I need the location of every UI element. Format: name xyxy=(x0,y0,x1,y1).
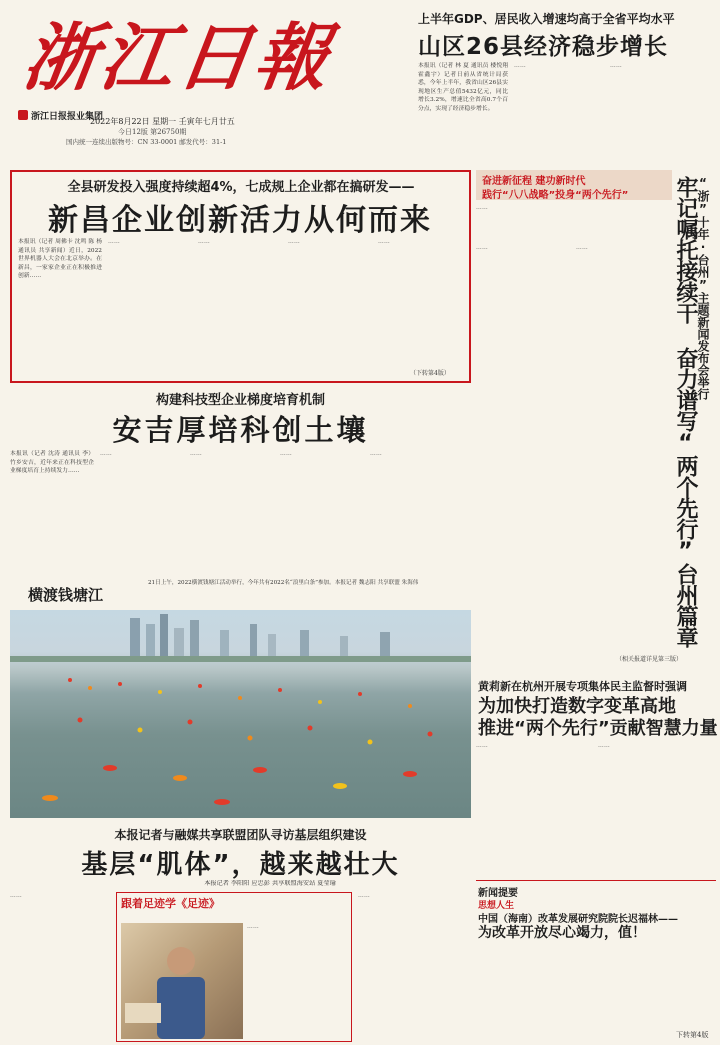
page-jump[interactable]: 下转第4版 xyxy=(676,1031,709,1039)
side-col2: …… xyxy=(576,245,588,251)
mid-col1: 本报讯（记者 沈涛 通讯员 李）竹乡安吉，近年来正在科技型企业梯度培育上持续发力…… xyxy=(10,451,94,475)
right2-headline2: 推进“两个先行”贡献智慧力量 xyxy=(478,718,718,739)
follow-footsteps-text: …… xyxy=(247,924,259,930)
right2-headline1: 为加快打造数字变革高地 xyxy=(478,696,676,717)
lead-headline: 新昌企业创新活力从何而来 xyxy=(48,203,432,238)
right2-subheadline: 黄莉新在杭州开展专项集体民主监督时强调 xyxy=(478,680,687,693)
side-kicker2: 践行“八八战略”投身“两个先行” xyxy=(482,190,629,201)
bottom-col3: …… xyxy=(358,893,370,899)
top-right-body: 本报讯（记者 林 夏 通讯员 楼悦翔 霍鑫宇）记者日前从省统计局获悉，今年上半年，我省山区26县实现地区生产总值5432亿元，同比增长3.2%，增速比全省高0.7个百分点，实现了经济稳步增长。 xyxy=(418,63,508,112)
photo-description: 21日上午，2022横渡钱塘江活动举行，今年共有2022名“浪里白条”参加。本报记者 魏志阳 共享联盟 朱海伟 xyxy=(148,580,419,586)
masthead-title: 浙江日報 xyxy=(17,15,339,101)
top-right-headline: 山区26县经济稳步增长 xyxy=(418,34,669,60)
follow-footsteps-title: 跟着足迹学《足迹》 xyxy=(121,897,220,910)
mid-col2: …… xyxy=(100,451,112,457)
commentary-divider xyxy=(476,880,716,881)
side-vert-sub: “浙”十年·台州”主题新闻发布会举行 xyxy=(696,176,710,400)
right-article-2 xyxy=(476,676,716,876)
farmer-photo xyxy=(121,923,243,1039)
commentary-label: 思想人生 xyxy=(478,901,515,911)
photo-title: 横渡钱塘江 xyxy=(28,586,104,604)
side-col1: …… xyxy=(476,245,488,251)
mid-headline: 安吉厚培科创土壤 xyxy=(112,413,369,447)
mid-col5: …… xyxy=(370,451,382,457)
river-photo xyxy=(10,610,471,818)
lead-continued: （下转第4版） xyxy=(410,370,450,377)
edition-info: 今日12版 第26750期 xyxy=(118,128,187,136)
lead-col4: …… xyxy=(288,239,300,245)
commentary-section: 新闻提要 xyxy=(478,888,518,899)
right2-col1: …… xyxy=(476,743,488,749)
bottom-col1: …… xyxy=(10,893,22,899)
right2-col2: …… xyxy=(598,743,610,749)
bottom-byline: 本报记者 李阳阳 应忠彭 共享联盟海安站 夏莹瑜 xyxy=(204,880,336,887)
bottom-headline: 基层“肌体”，越来越壮大 xyxy=(81,850,400,880)
group-name: 浙江日报报业集团 xyxy=(31,112,104,122)
photo-caption-block xyxy=(10,578,471,608)
commentary-headline: 为改革开放尽心竭力，值！ xyxy=(478,925,646,941)
commentary-title: 中国（海南）改革发展研究院院长迟福林—— xyxy=(478,914,678,925)
top-right-col3: …… xyxy=(610,63,622,69)
commentary-block xyxy=(476,880,716,1042)
side-intro: …… xyxy=(476,205,488,211)
follow-footsteps-box xyxy=(116,892,352,1042)
bottom-subheadline: 本报记者与融媒共享联盟团队寻访基层组织建设 xyxy=(114,828,367,842)
top-right-col2: …… xyxy=(514,63,526,69)
top-right-article xyxy=(418,8,714,158)
lead-col5: …… xyxy=(378,239,390,245)
farmer-photo-scene xyxy=(121,923,243,1039)
side-kicker: 奋进新征程 建功新时代 xyxy=(482,176,586,187)
mid-col3: …… xyxy=(190,451,202,457)
lead-col1: 本报讯（记者 周佛卡 沈鸣 陈 杨 通讯员 共享新闻）近日，2022世界机器人大会在北京举办。在新昌，一家家企业正在积极推进创新…… xyxy=(18,239,102,280)
masthead xyxy=(10,8,415,146)
cn-number: 国内统一连续出版物号：CN 33-0001 邮发代号：31-1 xyxy=(66,138,227,146)
mid-col4: …… xyxy=(280,451,292,457)
side-feature xyxy=(476,170,716,668)
top-right-subheadline: 上半年GDP、居民收入增速均高于全省平均水平 xyxy=(418,12,675,26)
issue-date: 2022年8月22日 星期一 壬寅年七月廿五 xyxy=(90,117,235,126)
lead-col3: …… xyxy=(198,239,210,245)
side-note: （相关报道详见第三版） xyxy=(616,656,683,663)
mid-subheadline: 构建科技型企业梯度培育机制 xyxy=(155,393,325,408)
lead-col2: …… xyxy=(108,239,120,245)
group-logo-icon xyxy=(18,110,28,120)
lead-subheadline: 全县研发投入强度持续超4%，七成规上企业都在搞研发—— xyxy=(67,180,415,195)
side-vert-headline: 牢记嘱托接续干 奋力谱写“两个先行”台州篇章 xyxy=(673,176,698,647)
river-photo-scene xyxy=(10,610,471,818)
